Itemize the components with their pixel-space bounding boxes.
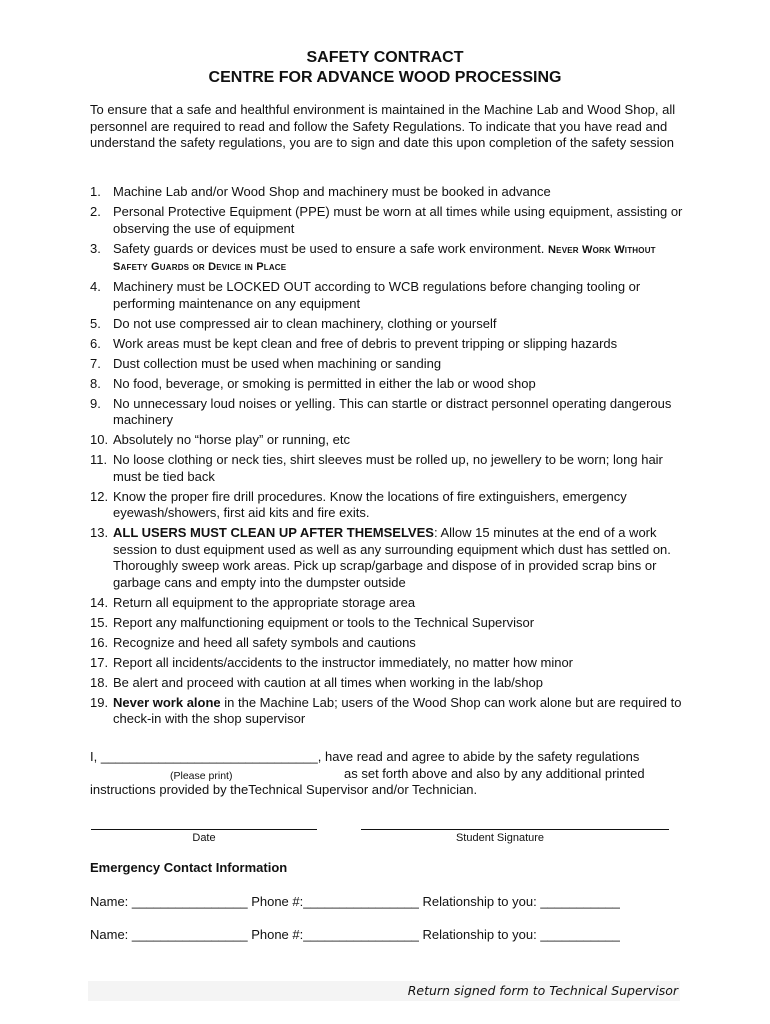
rule-text: Do not use compressed air to clean machinery, clothing or yourself — [113, 315, 497, 331]
rule-number: 14. — [90, 594, 109, 610]
rule-number: 3. — [90, 240, 101, 256]
rule-number: 11. — [90, 452, 108, 467]
rule-number: 15. — [90, 614, 109, 630]
rule-text: Report all incidents/accidents to the instructor immediately, no matter how minor — [113, 654, 574, 670]
rule-number: 13. — [90, 525, 109, 540]
rule-item — [90, 241, 690, 276]
student-signature-line — [361, 829, 669, 830]
rule-item — [90, 204, 690, 237]
rule-item — [90, 336, 690, 353]
rule-item — [90, 452, 690, 485]
agreement-line-2 — [90, 766, 690, 783]
rule-text: No unnecessary loud noises or yelling. This can startle or distract personnel operating dangerous machinery — [113, 395, 672, 427]
rule-text: Machinery must be LOCKED OUT according to WCB regulations before changing tooling or performing maintenance on any equipment — [113, 279, 641, 311]
rule-item — [90, 525, 690, 591]
agreement-line-3: instructions provided by theTechnical Supervisor and/or Technician. — [90, 782, 478, 797]
rule-text: in the Machine Lab; users of the Wood Shop can work alone but are required to check-in with the shop supervisor — [113, 694, 682, 726]
rule-number: 2. — [90, 204, 101, 219]
rule-number: 10. — [90, 432, 109, 447]
rule-number: 12. — [90, 488, 109, 504]
emergency-contact-title: Emergency Contact Information — [90, 860, 288, 875]
rule-text: Dust collection must be used when machining or sanding — [113, 355, 442, 371]
rule-number: 4. — [90, 279, 101, 294]
rule-number: 5. — [90, 315, 101, 331]
rule-text: Be alert and proceed with caution at all times when working in the lab/shop — [113, 674, 543, 690]
rule-number: 18. — [90, 674, 109, 690]
rule-item — [90, 655, 690, 672]
rule-item — [90, 396, 690, 429]
rule-text: Work areas must be kept clean and free of debris to prevent tripping or slipping hazards — [113, 335, 618, 351]
please-print-hint: (Please print) — [170, 769, 233, 782]
rule-item — [90, 635, 690, 652]
rule-text: Know the proper fire drill procedures. Know the locations of fire extinguishers, emergency eyewash/showers, first aid kits and fire exits. — [113, 488, 627, 520]
date-label: Date — [192, 832, 216, 844]
rule-number: 7. — [90, 355, 101, 371]
rule-bold-text: Never work alone — [113, 694, 221, 710]
rule-text: : Allow 15 minutes at the end of a work session to dust equipment used as well as any surrounding equipment which dust has settled on. Thoroughly sweep work areas. Pick up scrap/garbage and dispose of in provided scrap bins or garbage cans and empty into the dumpster outside — [113, 525, 671, 590]
rule-item — [90, 489, 690, 522]
agreement-line-1: I, ______________________________, have read and agree to abide by the safety regulations — [90, 749, 640, 764]
rule-item — [90, 695, 690, 728]
rule-item — [90, 184, 690, 201]
page-subtitle: CENTRE FOR ADVANCE WOOD PROCESSING — [208, 69, 562, 86]
rule-item — [90, 356, 690, 373]
rule-text: Machine Lab and/or Wood Shop and machinery must be booked in advance — [113, 184, 551, 199]
rule-text: Safety guards or devices must be used to ensure a safe work environment. — [113, 240, 549, 256]
agreement-line-2-text: as set forth above and also by any additional printed — [344, 765, 645, 781]
rule-text: Absolutely no “horse play” or running, etc — [113, 432, 351, 447]
student-signature-label: Student Signature — [455, 832, 545, 844]
rule-item — [90, 376, 690, 393]
date-line — [91, 829, 317, 830]
agreement-block — [90, 749, 690, 799]
page-title: SAFETY CONTRACT — [306, 49, 464, 66]
rule-number: 19. — [90, 694, 109, 710]
rule-text: No loose clothing or neck ties, shirt sleeves must be rolled up, no jewellery to be worn; long hair must be tied back — [113, 452, 663, 484]
rule-text: Recognize and heed all safety symbols and cautions — [113, 634, 416, 650]
rule-number: 8. — [90, 375, 101, 391]
rule-number: 16. — [90, 634, 109, 650]
rule-number: 17. — [90, 654, 109, 670]
rule-text: Report any malfunctioning equipment or tools to the Technical Supervisor — [113, 614, 535, 630]
rule-number: 1. — [90, 184, 101, 199]
rule-item — [90, 279, 690, 312]
rule-number: 6. — [90, 335, 101, 351]
footer-note: Return signed form to Technical Supervisor — [88, 981, 680, 1001]
rule-text: Personal Protective Equipment (PPE) must be worn at all times while using equipment, assisting or observing the use of equipment — [113, 204, 683, 236]
rule-item — [90, 316, 690, 333]
rule-item — [90, 595, 690, 612]
rule-emphasis-text: Never Work Without Safety Guards or Device in Place — [113, 243, 656, 273]
rule-item — [90, 615, 690, 632]
rule-text: Return all equipment to the appropriate storage area — [113, 594, 416, 610]
rules-list — [90, 184, 690, 731]
rule-item — [90, 675, 690, 692]
intro-paragraph: To ensure that a safe and healthful environment is maintained in the Machine Lab and Wood Shop, all personnel are required to read and follow the Safety Regulations. To indicate that you have read and understand the safety regulations, you are to sign and date this upon completion of the safety session — [90, 102, 676, 150]
rule-bold-text: ALL USERS MUST CLEAN UP AFTER THEMSELVES — [113, 525, 434, 540]
rule-number: 9. — [90, 395, 101, 411]
rule-text: No food, beverage, or smoking is permitted in either the lab or wood shop — [113, 375, 536, 391]
emergency-contact-row-1: Name: ________________ Phone #:________________ Relationship to you: ___________ — [90, 894, 620, 909]
emergency-contact-row-2: Name: ________________ Phone #:________________ Relationship to you: ___________ — [90, 927, 620, 942]
rule-item — [90, 432, 690, 449]
